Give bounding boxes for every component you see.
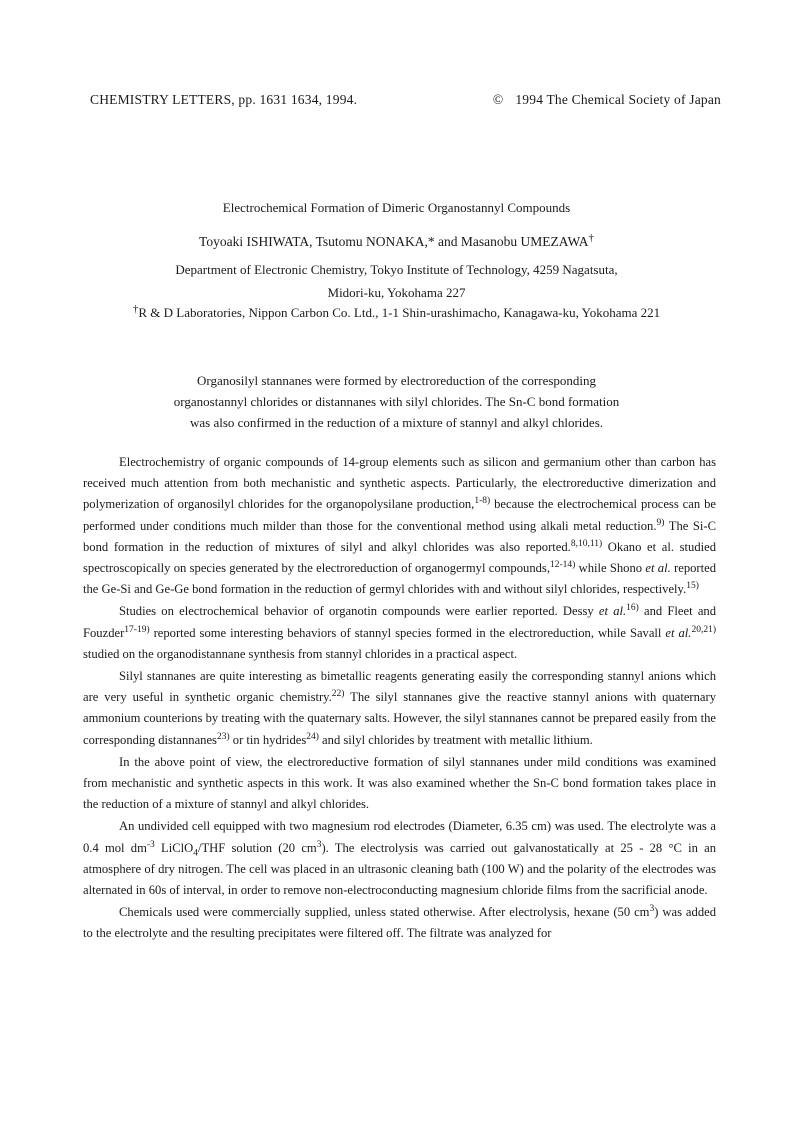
dagger-mark: †	[588, 232, 594, 244]
reference-mark: 23)	[216, 731, 230, 742]
affiliation-1-cont: Midori-ku, Yokohama 227	[327, 285, 466, 300]
abstract-line: Organosilyl stannanes were formed by electroreduction of the corresponding	[196, 373, 597, 388]
paragraph-4: In the above point of view, the electroreductive formation of silyl stannanes under mild conditions was examined from mechanistic and synthetic aspects in this work. It was also examined whether the Sn-C bond formation takes place in the reduction of a mixture of stannyl and alkyl chlorides.	[83, 754, 716, 812]
reference-mark: 20,21)	[691, 624, 716, 635]
reference-mark: 1-8)	[474, 496, 491, 507]
reference-mark: 24)	[306, 731, 319, 742]
author-names: Toyoaki ISHIWATA, Tsutomu NONAKA,* and Masanobu UMEZAWA	[199, 234, 589, 249]
copyright-line	[493, 92, 721, 108]
reference-mark: 22)	[331, 689, 345, 700]
reference-mark: 17-19)	[124, 624, 150, 635]
paragraph-6: Chemicals used were commercially supplied, unless stated otherwise. After electrolysis, hexane (50 $cm^3$) was added to the electrolyte and the resulting precipitates were filtered off. The filtrate was analyzed for	[83, 904, 717, 941]
paragraph-5: An undivided cell equipped with two magnesium rod electrodes (Diameter, 6.35 cm) was used. The electrolyte was a 0.4 mol $dm^{-3}$ LiClO$_4$/THF solution (20 $cm^3$). The electrolysis was carried out galvanostatically at 25 - 28 °C in an atmosphere of dry nitrogen. The cell was placed in an ultrasonic cleaning bath (100 W) and the polarity of the electrodes was alternated in 60s of interval, in order to remove non-electroconducting magnesium chloride films from the sacrificial anode.	[83, 819, 716, 898]
reference-mark: 12-14)	[549, 559, 576, 570]
abstract-line: organostannyl chlorides or distannanes with silyl chlorides. The Sn-C bond formation	[173, 394, 620, 409]
reference-mark: 16)	[626, 603, 639, 614]
abstract-line: was also confirmed in the reduction of a mixture of stannyl and alkyl chlorides.	[190, 415, 603, 430]
affiliation-2	[0, 305, 793, 321]
paragraph-2: Studies on electrochemical behavior of organotin compounds were earlier reported. Dessy et al.$^{16)}$ and Fleet and Fouzder$^{17-19)}$ reported some interesting behaviors of stannyl species formed in the electroreduction, while Savall et al.$^{20,21)}$ studied on the organodistannane synthesis from stannyl chlorides in a practical aspect.	[83, 603, 716, 661]
body-text	[83, 452, 716, 945]
reference-mark: 15)	[686, 581, 699, 592]
paragraph-3: Silyl stannanes are quite interesting as bimetallic reagents generating easily the corresponding stannyl anions which are very useful in synthetic organic chemistry.$^{22)}$ The silyl stannanes give the reactive stannyl anions with quaternary ammonium counterions by treating with the quaternary salts. However, the silyl stannanes cannot be prepared easily from the corresponding distannanes$^{23)}$ or tin hydrides$^{24)}$ and silyl chlorides by treatment with metallic lithium.	[83, 669, 716, 747]
journal-citation: CHEMISTRY LETTERS, pp. 1631 1634, 1994.	[90, 92, 358, 107]
copyright-text: 1994 The Chemical Society of Japan	[515, 92, 721, 107]
paragraph-1: Electrochemistry of organic compounds of 14-group elements such as silicon and germanium other than carbon has received much attention from both mechanistic and synthetic aspects. Particularly, the electroreductive dimerization and polymerization of organosilyl chlorides for the organopolysilane production,$^{1-8)}$ because the electrochemical process can be performed under conditions much milder than those for the conventional method using alkali metal reduction.$^{9)}$ The Si-C bond formation in the reduction of mixtures of silyl and alkyl chlorides was also reported.$^{8,10,11)}$ Okano et al. studied spectroscopically on species generated by the electroreduction of organogermyl compounds,$^{12-14)}$ while Shono et al. reported the Ge-Si and Ge-Ge bond formation in the reduction of germyl chlorides with and without silyl chlorides, respectively.$^{15)}$	[83, 455, 717, 597]
copyright-symbol: ©	[492, 92, 504, 107]
dagger-mark: †	[132, 303, 139, 315]
author-list	[0, 234, 793, 250]
reference-mark: 9)	[656, 517, 665, 528]
affiliation-1: Department of Electronic Chemistry, Tokyo Institute of Technology, 4259 Nagatsuta,	[175, 262, 618, 277]
affiliation-2-text: R & D Laboratories, Nippon Carbon Co. Ltd., 1-1 Shin-urashimacho, Kanagawa-ku, Yokohama 221	[138, 305, 661, 320]
paper-title: Electrochemical Formation of Dimeric Organostannyl Compounds	[222, 200, 571, 215]
abstract	[0, 370, 793, 433]
reference-mark: 8,10,11)	[570, 538, 603, 549]
